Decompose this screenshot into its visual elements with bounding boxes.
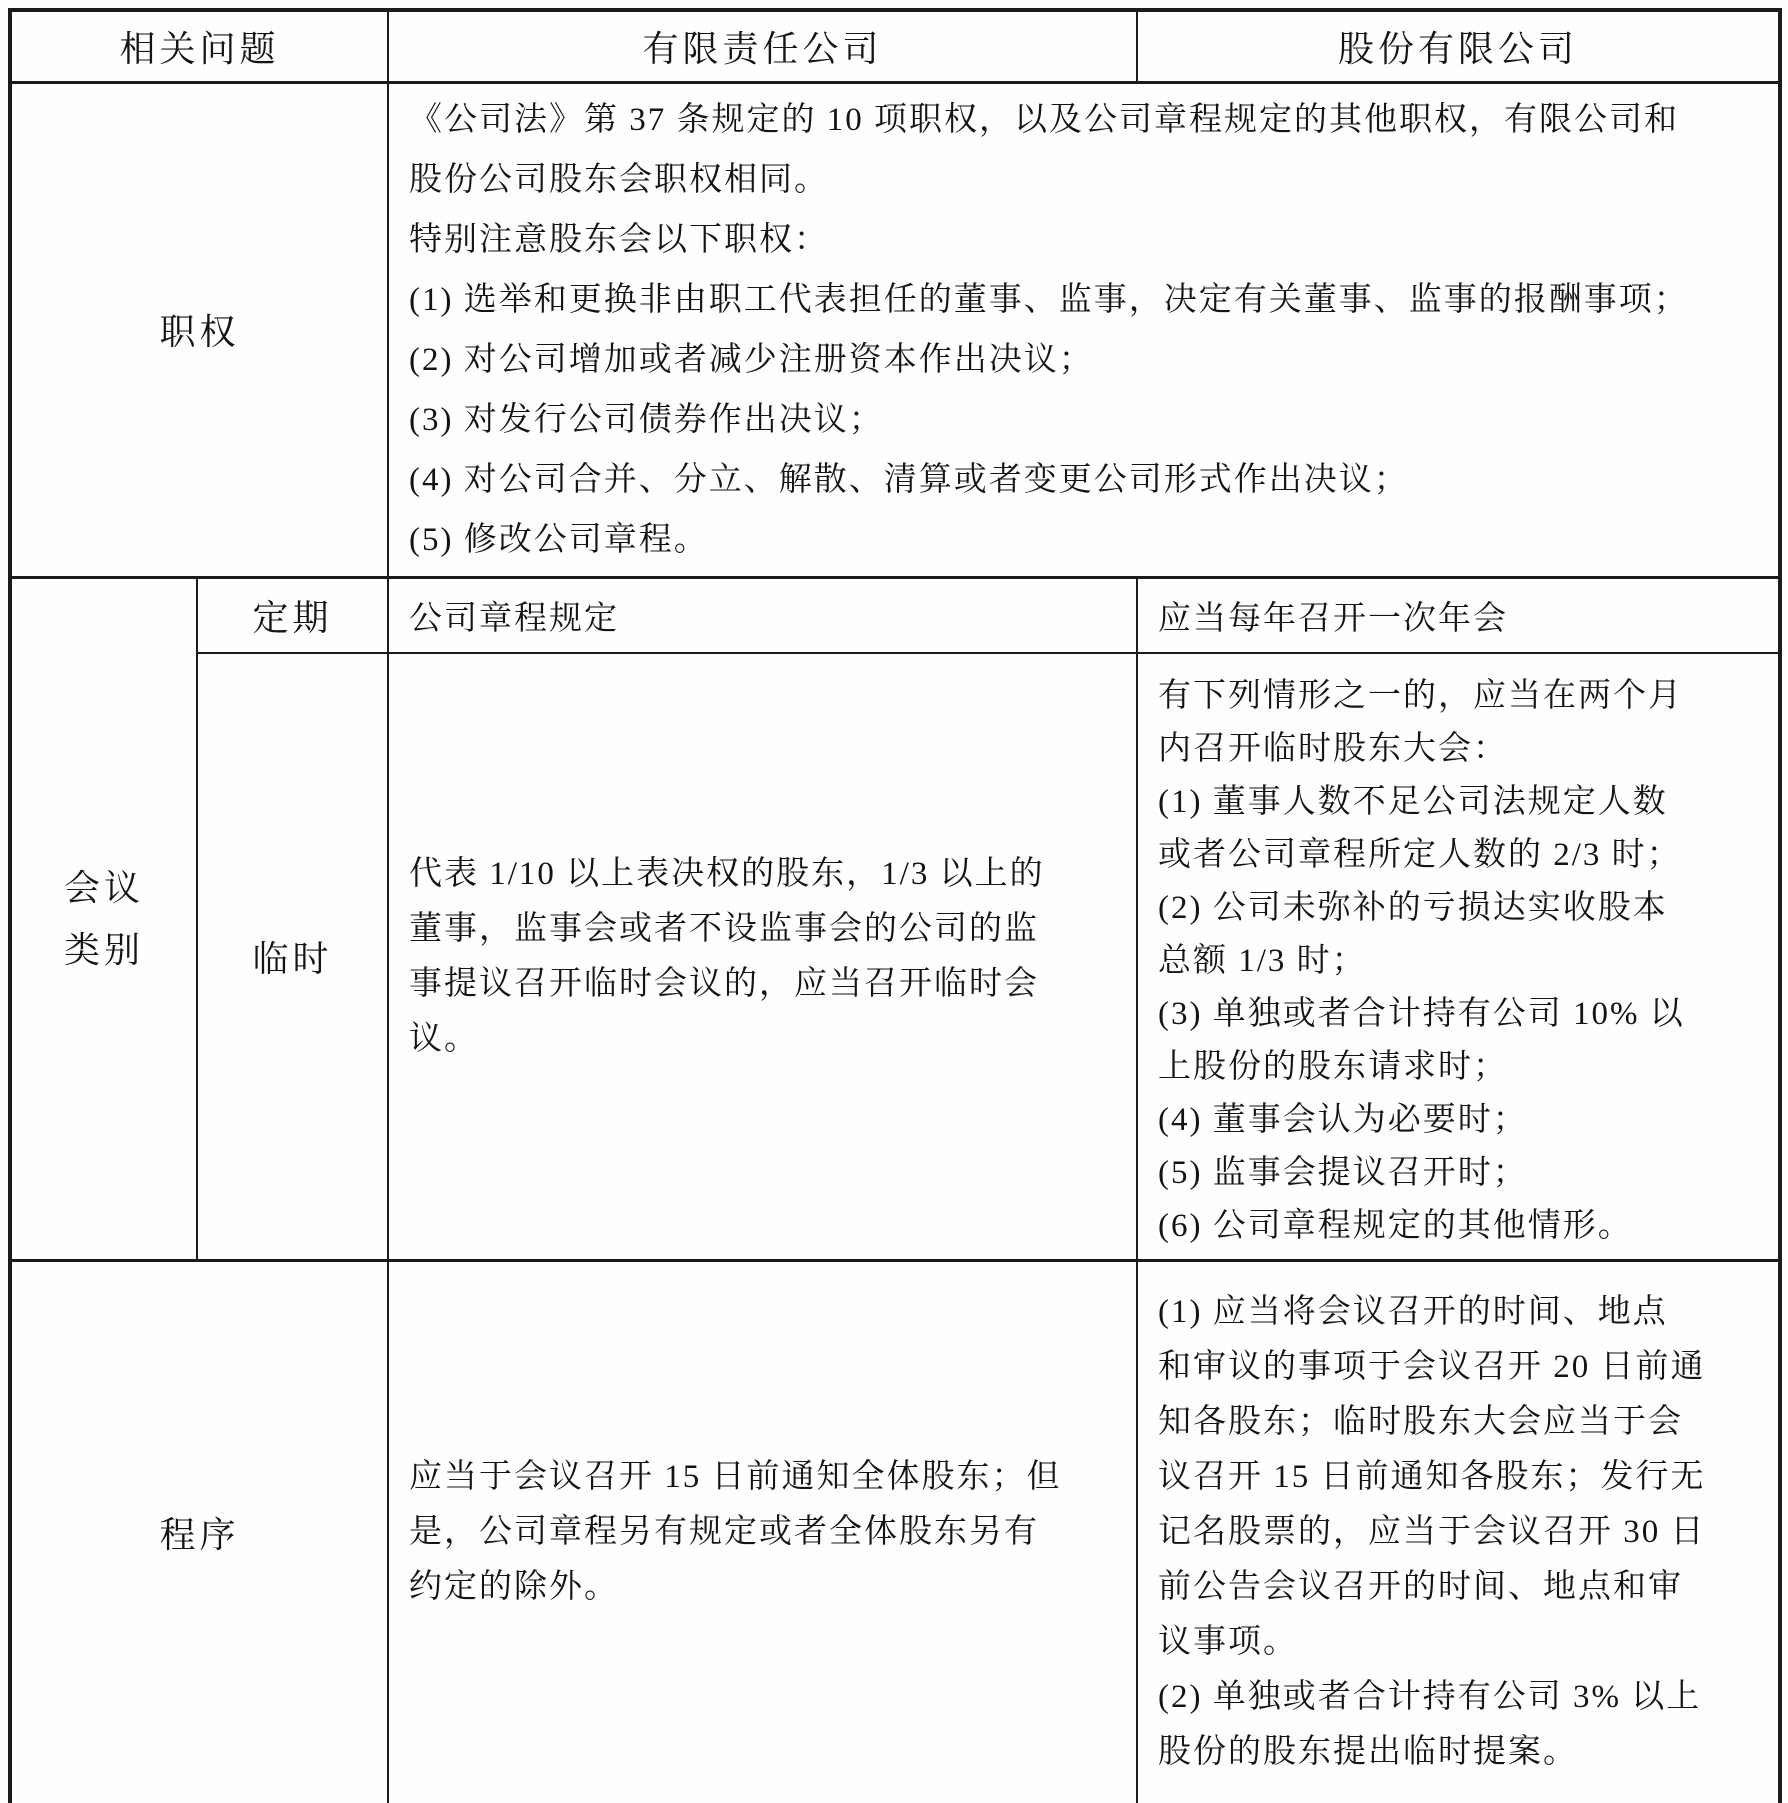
text-line: 议召开 15 日前通知各股东；发行无 bbox=[1158, 1459, 1706, 1496]
regular-meeting-row bbox=[10, 577, 1780, 653]
text-line: (1) 选举和更换非由职工代表担任的董事、监事，决定有关董事、监事的报酬事项； bbox=[409, 281, 1689, 318]
procedure-row bbox=[10, 1261, 1780, 1803]
text-line: (3) 单独或者合计持有公司 10% 以 bbox=[1158, 996, 1685, 1032]
regular-llc-cell: 公司章程规定 bbox=[388, 577, 1137, 653]
text-line: (6) 公司章程规定的其他情形。 bbox=[1158, 1208, 1633, 1244]
text-line: (4) 董事会认为必要时； bbox=[1158, 1102, 1528, 1138]
procedure-jsc-cell bbox=[1137, 1261, 1780, 1803]
interim-meeting-label: 临时 bbox=[197, 653, 388, 1261]
text-line: 总额 1/3 时； bbox=[1158, 943, 1367, 979]
regular-jsc-cell: 应当每年召开一次年会 bbox=[1137, 577, 1780, 653]
text-line: 董事，监事会或者不设监事会的公司的监 bbox=[409, 910, 1040, 947]
table-header-row bbox=[10, 10, 1780, 82]
text-line: 约定的除外。 bbox=[409, 1569, 620, 1606]
text-line: 特别注意股东会以下职权： bbox=[409, 221, 830, 258]
text-line: (5) 监事会提议召开时； bbox=[1158, 1155, 1528, 1191]
text-line: (1) 董事人数不足公司法规定人数 bbox=[1158, 784, 1668, 820]
text-line: 股份的股东提出临时提案。 bbox=[1158, 1734, 1579, 1771]
header-related-issues: 相关问题 bbox=[10, 10, 388, 82]
text-line: 上股份的股东请求时； bbox=[1158, 1049, 1509, 1085]
text-line: 代表 1/10 以上表决权的股东，1/3 以上的 bbox=[409, 855, 1045, 892]
text-line: 记名股票的，应当于会议召开 30 日 bbox=[1158, 1514, 1706, 1551]
text-line: (3) 对发行公司债券作出决议； bbox=[409, 401, 884, 438]
text-line: 议。 bbox=[409, 1020, 480, 1057]
regular-meeting-label: 定期 bbox=[197, 577, 388, 653]
authority-row bbox=[10, 82, 1780, 577]
text-line: (2) 单独或者合计持有公司 3% 以上 bbox=[1158, 1679, 1702, 1716]
text-line: (5) 修改公司章程。 bbox=[409, 521, 709, 558]
authority-content-cell bbox=[388, 82, 1780, 577]
procedure-llc-cell bbox=[388, 1261, 1137, 1803]
text-line: 应当于会议召开 15 日前通知全体股东；但 bbox=[409, 1459, 1062, 1496]
text-line: 议事项。 bbox=[1158, 1624, 1299, 1661]
header-joint-stock-company: 股份有限公司 bbox=[1137, 10, 1780, 82]
text-line: 知各股东；临时股东大会应当于会 bbox=[1158, 1404, 1684, 1441]
interim-meeting-row bbox=[10, 653, 1780, 1261]
text-line: (1) 应当将会议召开的时间、地点 bbox=[1158, 1294, 1668, 1331]
company-law-comparison-table bbox=[8, 8, 1782, 1803]
text-line: (2) 公司未弥补的亏损达实收股本 bbox=[1158, 890, 1668, 926]
text-line: 《公司法》第 37 条规定的 10 项职权，以及公司章程规定的其他职权，有限公司和 bbox=[409, 101, 1680, 138]
authority-label: 职权 bbox=[10, 82, 388, 577]
text-line: 类别 bbox=[63, 929, 144, 970]
interim-llc-cell bbox=[388, 653, 1137, 1261]
text-line: 有下列情形之一的，应当在两个月 bbox=[1158, 678, 1684, 714]
text-line: 前公告会议召开的时间、地点和审 bbox=[1158, 1569, 1684, 1606]
text-line: 或者公司章程所定人数的 2/3 时； bbox=[1158, 837, 1682, 873]
text-line: 是，公司章程另有规定或者全体股东另有 bbox=[409, 1514, 1040, 1551]
text-line: 股份公司股东会职权相同。 bbox=[409, 161, 830, 198]
interim-jsc-cell bbox=[1137, 653, 1780, 1261]
text-line: (4) 对公司合并、分立、解散、清算或者变更公司形式作出决议； bbox=[409, 461, 1409, 498]
text-line: 会议 bbox=[63, 867, 144, 908]
header-limited-liability-company: 有限责任公司 bbox=[388, 10, 1137, 82]
text-line: 和审议的事项于会议召开 20 日前通 bbox=[1158, 1349, 1706, 1386]
text-line: 内召开临时股东大会： bbox=[1158, 731, 1509, 767]
text-line: (2) 对公司增加或者减少注册资本作出决议； bbox=[409, 341, 1094, 378]
meeting-category-label bbox=[10, 577, 197, 1261]
text-line: 事提议召开临时会议的，应当召开临时会 bbox=[409, 965, 1040, 1002]
procedure-label: 程序 bbox=[10, 1261, 388, 1803]
